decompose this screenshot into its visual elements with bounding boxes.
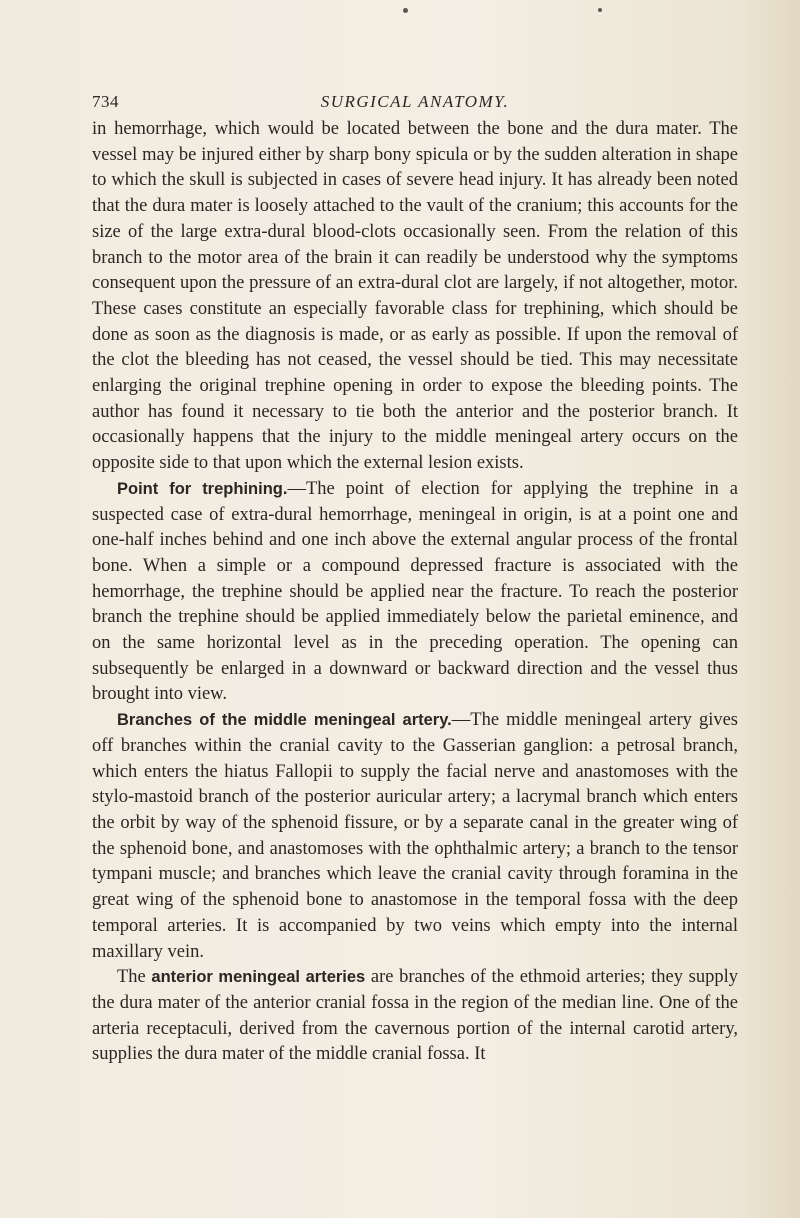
body-text bbox=[92, 117, 738, 1068]
print-speck bbox=[403, 8, 408, 13]
paragraph-prefix: The bbox=[117, 967, 152, 988]
paragraph-text: are branches of the ethmoid arteries; they supply the dura mater of the anterior cranial fossa in the region of the median line. One of the arteria receptaculi, derived from the cavernous portion of the internal carotid artery, supplies the dura mater of the middle cranial fossa. It bbox=[92, 967, 738, 1065]
paragraph bbox=[92, 965, 738, 1068]
paragraph-text: —The middle meningeal artery gives off branches within the cranial cavity to the Gasserian ganglion: a petrosal branch, which enters the hiatus Fallopii to supply the facial nerve and anastomoses with the stylo-mastoid branch of the posterior auricular artery; a lacrymal branch which enters the orbit by way of the sphenoid fissure, or by a separate canal in the greater wing of the sphenoid bone, and anastomoses with the ophthalmic artery; a branch to the tensor tympani muscle; and branches which leave the cranial cavity through foramina in the great wing of the sphenoid bone to anastomose in the temporal fossa with the deep temporal arteries. It is accompanied by two veins which empty into the internal maxillary vein. bbox=[92, 710, 738, 962]
paragraph bbox=[92, 477, 738, 708]
print-speck bbox=[598, 8, 602, 12]
running-title: SURGICAL ANATOMY. bbox=[320, 92, 510, 111]
paragraph bbox=[92, 708, 738, 965]
page-header bbox=[92, 92, 738, 114]
paragraph-text: in hemorrhage, which would be located between the bone and the dura mater. The vessel may be injured either by sharp bony spicula or by the sudden alteration in shape to which the skull is subjected in cases of severe head injury. It has already been noted that the dura mater is loosely attached to the vault of the cranium; this accounts for the size of the large extra-dural blood-clots occasionally seen. From the relation of this branch to the motor area of the brain it can readily be understood why the symptoms consequent upon the pressure of an extra-dural clot are largely, if not altogether, motor. These cases constitute an especially favorable class for trephining, which should be done as soon as the diagnosis is made, or as early as possible. If upon the removal of the clot the bleeding has not ceased, the vessel should be tied. This may necessitate enlarging the original trephine opening in order to expose the bleeding points. The author has found it necessary to tie both the anterior and the posterior branch. It occasionally happens that the injury to the middle meningeal artery occurs on the opposite side to that upon which the external lesion exists. bbox=[92, 119, 738, 474]
paragraph bbox=[92, 117, 738, 477]
section-heading: anterior meningeal arteries bbox=[151, 968, 366, 987]
section-heading: Point for trephining. bbox=[117, 479, 288, 498]
page-number: 734 bbox=[92, 92, 119, 111]
paragraph-text: —The point of election for applying the trephine in a suspected case of extra-dural hemorrhage, meningeal in origin, is at a point one and one-half inches behind and one inch above the external angular process of the frontal bone. When a simple or a compound depressed fracture is associated with the hemorrhage, the trephine should be applied near the fracture. To reach the posterior branch the trephine should be applied immediately below the parietal eminence, and on the same horizontal level as in the preceding operation. The opening can subsequently be enlarged in a downward or backward direction and the vessel thus brought into view. bbox=[92, 478, 738, 705]
section-heading: Branches of the middle meningeal artery. bbox=[117, 711, 452, 730]
